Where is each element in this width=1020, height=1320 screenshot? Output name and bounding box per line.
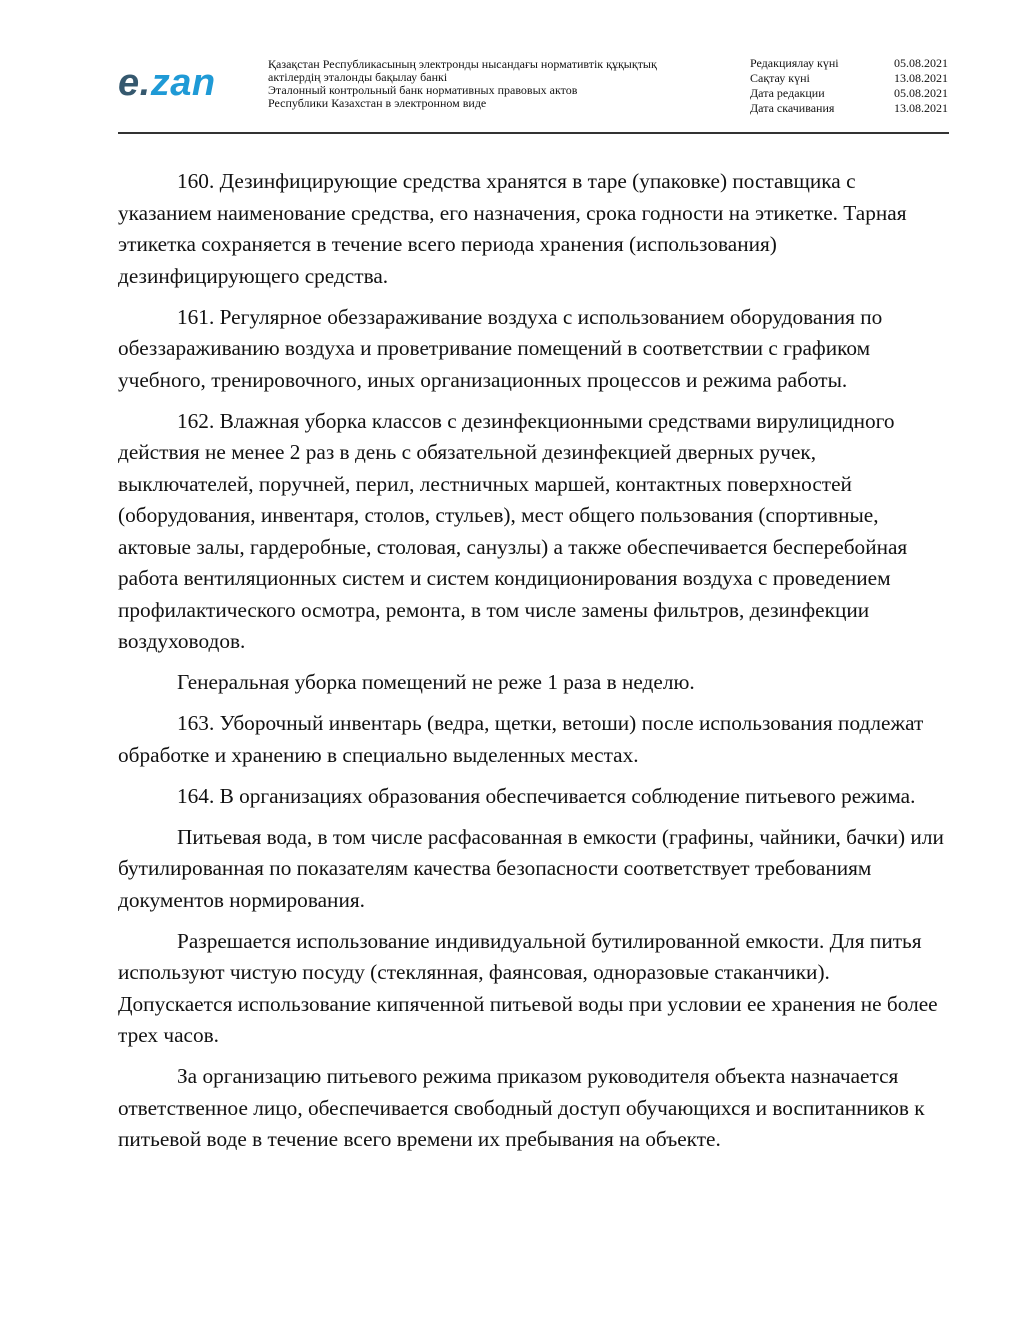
paragraph-drinking-water: Питьевая вода, в том числе расфасованная в емкости (графины, чайники, бачки) или бутилированная по показателям качества безопасности соответствует требованиям документов нормирования.	[118, 824, 944, 912]
meta-label: Дата редакции	[750, 86, 825, 100]
source-line: актілердің эталонды бақылау банкі	[268, 70, 448, 84]
source-description	[268, 58, 708, 110]
meta-value: 05.08.2021	[894, 56, 948, 70]
meta-row-download-date	[750, 101, 948, 116]
meta-row-save-date-kz	[750, 71, 948, 86]
paragraph-responsible-person: За организацию питьевого режима приказом руководителя объекта назначается ответственное лицо, обеспечивается свободный доступ обучающихся и воспитанников к питьевой воде в течение всего времени их пребывания на объекте.	[118, 1064, 925, 1151]
source-line: Қазақстан Республикасының электронды нысандағы нормативтік құқықтық	[268, 57, 657, 71]
paragraph-160: 160. Дезинфицирующие средства хранятся в таре (упаковке) поставщика с указанием наименование средства, его назначения, срока годности на этикетке. Тарная этикетка сохраняется в течение всего периода хранения (использования) дезинфицирующего средства.	[118, 169, 907, 288]
meta-label: Сақтау күні	[750, 71, 810, 85]
logo-part-zan: zan	[150, 62, 216, 104]
document-body	[118, 166, 948, 1165]
logo-part-e: e.	[118, 62, 151, 104]
header-divider	[118, 132, 949, 134]
paragraph-161: 161. Регулярное обеззараживание воздуха с использованием оборудования по обеззараживанию воздуха и проветривание помещений в соответствии с графиком учебного, тренировочного, иных организационных процессов и режима работы.	[118, 304, 883, 392]
meta-label: Редакциялау күні	[750, 56, 839, 70]
document-header	[118, 52, 948, 134]
document-dates	[750, 56, 948, 116]
paragraph-164: 164. В организациях образования обеспечивается соблюдение питьевого режима.	[177, 783, 916, 808]
paragraph-163: 163. Уборочный инвентарь (ведра, щетки, ветоши) после использования подлежат обработке и хранению в специально выделенных местах.	[118, 711, 924, 767]
source-line: Республики Казахстан в электронном виде	[268, 96, 487, 110]
meta-value: 13.08.2021	[894, 71, 948, 85]
paragraph-bottled-container: Разрешается использование индивидуальной бутилированной емкости. Для питья используют чистую посуду (стеклянная, фаянсовая, одноразовые стаканчики). Допускается использование кипяченной питьевой воды при условии ее хранения не более трех часов.	[118, 928, 938, 1047]
meta-row-edit-date-kz	[750, 56, 948, 71]
paragraph-162: 162. Влажная уборка классов с дезинфекционными средствами вирулицидного действия не менее 2 раз в день с обязательной дезинфекцией дверных ручек, выключателей, поручней, перил, лестничных маршей, контактных поверхностей (оборудования, инвентаря, столов, стульев), мест общего пользования (спортивные, актовые залы, гардеробные, столовая, санузлы) а также обеспечивается бесперебойная работа вентиляционных систем и систем кондиционирования воздуха с проведением профилактического осмотра, ремонта, в том числе замены фильтров, дезинфекции воздуховодов.	[118, 408, 908, 653]
meta-label: Дата скачивания	[750, 101, 835, 115]
ezan-logo	[118, 64, 216, 102]
meta-value: 13.08.2021	[894, 101, 948, 115]
paragraph-general-cleaning: Генеральная уборка помещений не реже 1 раза в неделю.	[177, 670, 695, 694]
source-line: Эталонный контрольный банк нормативных правовых актов	[268, 83, 578, 97]
meta-row-edit-date	[750, 86, 948, 101]
meta-value: 05.08.2021	[894, 86, 948, 100]
